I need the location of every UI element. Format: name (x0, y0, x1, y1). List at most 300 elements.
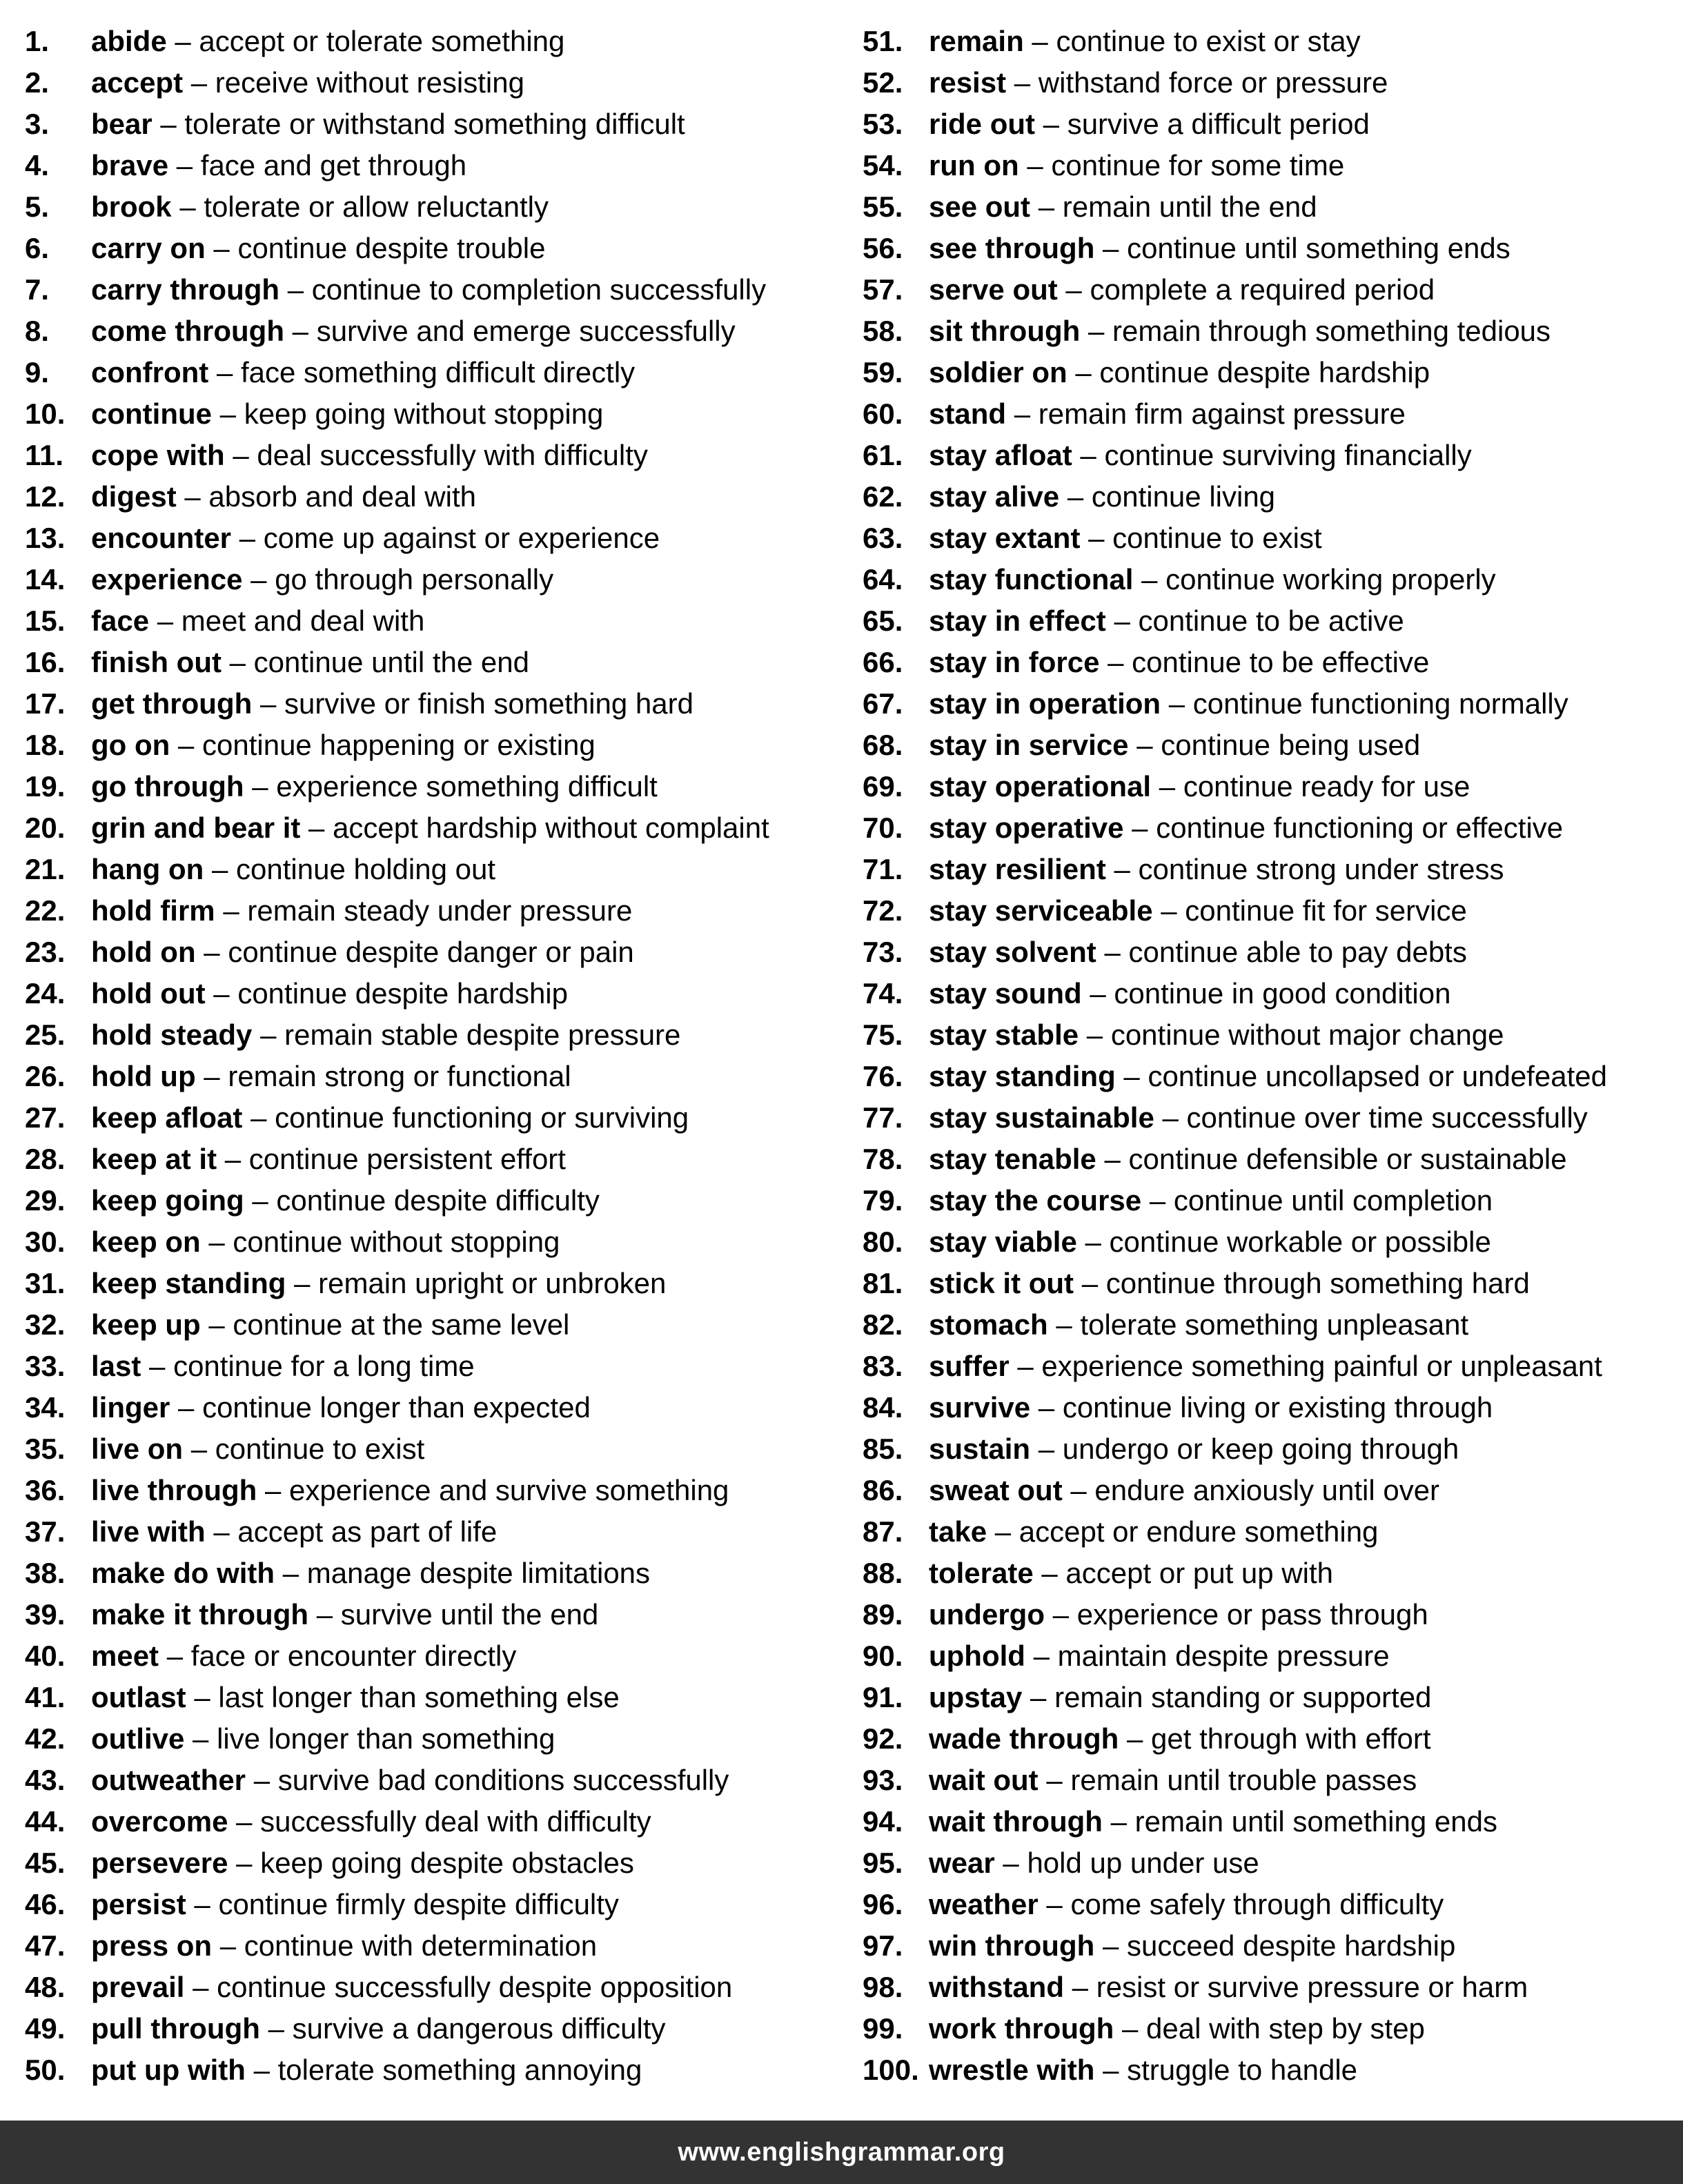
item-definition: keep going despite obstacles (260, 1847, 634, 1879)
item-text (91, 1925, 597, 1967)
item-definition: continue uncollapsed or undefeated (1148, 1060, 1607, 1092)
list-item (863, 683, 1677, 725)
list-item (25, 1139, 846, 1180)
item-text (91, 2008, 666, 2049)
item-word: wait through (929, 1805, 1103, 1838)
item-definition: endure anxiously until over (1094, 1474, 1440, 1506)
item-text (91, 973, 568, 1014)
item-word: finish out (91, 646, 222, 678)
item-text (91, 849, 495, 890)
item-separator: – (1104, 936, 1121, 968)
item-definition: continue happening or existing (202, 729, 596, 761)
item-text (91, 1387, 591, 1428)
item-text (929, 145, 1344, 186)
item-number: 32. (25, 1308, 66, 1341)
item-number: 37. (25, 1515, 66, 1548)
item-text (929, 890, 1467, 932)
item-definition: struggle to handle (1127, 2054, 1358, 2086)
item-definition: continue persistent effort (248, 1143, 566, 1175)
item-word: persist (91, 1888, 186, 1920)
item-definition: meet and deal with (181, 604, 425, 637)
item-text (91, 435, 648, 476)
item-definition: hold up under use (1027, 1847, 1259, 1879)
list-item (25, 725, 846, 766)
item-word: remain (929, 25, 1024, 57)
item-text (929, 559, 1496, 600)
item-separator: – (1081, 1267, 1099, 1299)
list-item (863, 642, 1677, 683)
item-word: persevere (91, 1847, 228, 1879)
list-item (25, 1014, 846, 1056)
item-definition: go through personally (275, 563, 554, 596)
item-text (929, 1014, 1504, 1056)
item-text (91, 1180, 600, 1221)
item-number: 20. (25, 811, 66, 844)
item-number: 96. (863, 1888, 903, 1920)
item-separator: – (1067, 480, 1084, 513)
list-item (25, 1097, 846, 1139)
item-definition: continue to completion successfully (311, 273, 767, 306)
item-text (929, 1263, 1530, 1304)
item-separator: – (211, 853, 228, 885)
item-separator: – (1027, 149, 1043, 181)
item-definition: tolerate something annoying (277, 2054, 642, 2086)
item-text (91, 21, 564, 62)
item-word: get through (91, 687, 253, 720)
item-definition: continue functioning or effective (1156, 811, 1564, 844)
item-number: 68. (863, 729, 903, 761)
item-word: keep on (91, 1226, 201, 1258)
item-number: 35. (25, 1433, 66, 1465)
item-definition: last longer than something else (218, 1681, 620, 1713)
item-number: 57. (863, 273, 903, 306)
item-word: stick it out (929, 1267, 1074, 1299)
item-definition: continue firmly despite difficulty (218, 1888, 619, 1920)
item-number: 88. (863, 1557, 903, 1589)
item-word: go on (91, 729, 170, 761)
item-number: 11. (25, 439, 64, 471)
item-separator: – (176, 149, 193, 181)
list-item (863, 518, 1677, 559)
item-text (929, 1760, 1417, 1801)
item-text (91, 1014, 680, 1056)
item-definition: continue to exist (215, 1433, 425, 1465)
item-definition: receive without resisting (215, 66, 524, 99)
item-definition: continue workable or possible (1109, 1226, 1491, 1258)
item-number: 91. (863, 1681, 903, 1713)
item-number: 66. (863, 646, 903, 678)
item-text (929, 600, 1404, 642)
list-item (25, 1842, 846, 1884)
item-text (91, 393, 603, 435)
item-definition: resist or survive pressure or harm (1096, 1971, 1528, 2003)
item-number: 22. (25, 894, 66, 927)
item-number: 62. (863, 480, 903, 513)
list-item (25, 2049, 846, 2091)
item-number: 25. (25, 1019, 66, 1051)
list-item (863, 1387, 1677, 1428)
list-item (25, 1553, 846, 1594)
item-word: stay operational (929, 770, 1152, 803)
item-separator: – (213, 977, 230, 1010)
item-text (91, 228, 545, 269)
item-number: 77. (863, 1101, 903, 1134)
item-text (91, 807, 769, 849)
item-text (91, 62, 524, 104)
list-item (863, 269, 1677, 311)
item-separator: – (223, 894, 239, 927)
list-item (25, 1967, 846, 2008)
item-definition: continue defensible or sustainable (1128, 1143, 1567, 1175)
item-number: 53. (863, 108, 903, 140)
item-word: press on (91, 1929, 213, 1962)
item-definition: continue strong under stress (1138, 853, 1504, 885)
item-definition: survive bad conditions successfully (277, 1764, 729, 1796)
item-separator: – (1114, 604, 1130, 637)
item-text (91, 1801, 651, 1842)
item-text (929, 1884, 1444, 1925)
item-number: 6. (25, 232, 50, 264)
item-number: 3. (25, 108, 50, 140)
item-separator: – (190, 66, 208, 99)
item-separator: – (149, 1350, 166, 1382)
word-list-right-column (863, 21, 1677, 2091)
item-separator: – (316, 1598, 333, 1631)
item-word: stay in effect (929, 604, 1106, 637)
item-separator: – (1038, 1433, 1055, 1465)
item-number: 49. (25, 2012, 66, 2045)
item-definition: accept or put up with (1065, 1557, 1333, 1589)
list-item (25, 518, 846, 559)
list-item (863, 186, 1677, 228)
item-separator: – (157, 604, 174, 637)
item-separator: – (252, 1184, 268, 1217)
item-number: 58. (863, 315, 903, 347)
item-word: stay viable (929, 1226, 1077, 1258)
item-separator: – (1121, 2012, 1139, 2045)
item-number: 56. (863, 232, 903, 264)
item-text (91, 1511, 497, 1553)
item-definition: remain steady under pressure (247, 894, 633, 927)
item-separator: – (250, 563, 267, 596)
item-definition: continue despite danger or pain (228, 936, 634, 968)
item-word: linger (91, 1391, 170, 1424)
item-separator: – (184, 480, 201, 513)
list-item (863, 1263, 1677, 1304)
item-word: make it through (91, 1598, 309, 1631)
item-number: 72. (863, 894, 903, 927)
item-definition: continue fit for service (1185, 894, 1467, 927)
item-word: work through (929, 2012, 1114, 2045)
item-text (929, 1139, 1567, 1180)
item-text (929, 1470, 1439, 1511)
item-word: continue (91, 397, 212, 430)
item-text (91, 1097, 689, 1139)
item-text (91, 1760, 729, 1801)
item-separator: – (213, 1515, 230, 1548)
list-item (25, 642, 846, 683)
item-number: 98. (863, 1971, 903, 2003)
item-separator: – (166, 1640, 184, 1672)
footer-bar (0, 2121, 1683, 2184)
list-item (25, 269, 846, 311)
list-item (25, 932, 846, 973)
item-text (929, 1635, 1390, 1677)
list-item (25, 393, 846, 435)
item-text (929, 1097, 1588, 1139)
list-item (863, 559, 1677, 600)
item-separator: – (175, 25, 191, 57)
item-number: 34. (25, 1391, 66, 1424)
item-separator: – (1003, 1847, 1019, 1879)
item-number: 61. (863, 439, 903, 471)
item-separator: – (236, 1805, 253, 1838)
item-text (929, 1718, 1431, 1760)
item-number: 28. (25, 1143, 66, 1175)
item-separator: – (1014, 397, 1031, 430)
item-definition: continue despite hardship (237, 977, 568, 1010)
item-separator: – (1080, 439, 1096, 471)
list-item (863, 104, 1677, 145)
item-definition: tolerate or withstand something difficult (184, 108, 685, 140)
item-word: come through (91, 315, 284, 347)
list-item (863, 725, 1677, 766)
list-item (25, 890, 846, 932)
item-number: 97. (863, 1929, 903, 1962)
item-definition: continue surviving financially (1104, 439, 1472, 471)
item-definition: continue to exist or stay (1056, 25, 1361, 57)
item-definition: come up against or experience (263, 522, 660, 554)
item-word: overcome (91, 1805, 228, 1838)
item-number: 43. (25, 1764, 66, 1796)
item-definition: continue living (1091, 480, 1276, 513)
item-word: hold firm (91, 894, 215, 927)
item-text (929, 1553, 1333, 1594)
item-number: 90. (863, 1640, 903, 1672)
item-separator: – (268, 2012, 284, 2045)
item-number: 83. (863, 1350, 903, 1382)
item-definition: continue able to pay debts (1128, 936, 1467, 968)
item-text (929, 932, 1467, 973)
item-text (929, 1842, 1259, 1884)
list-item (25, 104, 846, 145)
item-word: confront (91, 356, 209, 388)
item-number: 60. (863, 397, 903, 430)
item-text (929, 518, 1322, 559)
item-text (91, 642, 529, 683)
list-item (863, 1967, 1677, 2008)
item-word: hang on (91, 853, 204, 885)
item-definition: tolerate or allow reluctantly (204, 190, 549, 223)
item-word: uphold (929, 1640, 1025, 1672)
item-separator: – (239, 522, 256, 554)
item-definition: remain until trouble passes (1070, 1764, 1417, 1796)
item-separator: – (1032, 25, 1048, 57)
item-word: sweat out (929, 1474, 1063, 1506)
item-separator: – (1033, 1640, 1050, 1672)
list-item (863, 1511, 1677, 1553)
item-definition: withstand force or pressure (1038, 66, 1388, 99)
item-word: wait out (929, 1764, 1039, 1796)
list-item (863, 1553, 1677, 1594)
item-definition: accept or endure something (1018, 1515, 1379, 1548)
item-text (929, 1304, 1468, 1346)
item-definition: continue holding out (236, 853, 495, 885)
item-separator: – (1017, 1350, 1034, 1382)
item-separator: – (1103, 232, 1119, 264)
item-word: wade through (929, 1722, 1119, 1755)
item-word: see out (929, 190, 1031, 223)
item-word: hold on (91, 936, 196, 968)
item-word: stay sound (929, 977, 1082, 1010)
item-separator: – (250, 1101, 267, 1134)
item-definition: live longer than something (217, 1722, 555, 1755)
item-number: 27. (25, 1101, 66, 1134)
item-number: 9. (25, 356, 50, 388)
item-separator: – (1132, 811, 1148, 844)
item-word: pull through (91, 2012, 260, 2045)
item-definition: tolerate something unpleasant (1080, 1308, 1469, 1341)
item-definition: continue to be effective (1132, 646, 1430, 678)
list-item (863, 766, 1677, 807)
item-definition: survive until the end (340, 1598, 599, 1631)
list-item (863, 62, 1677, 104)
item-separator: – (213, 232, 230, 264)
item-word: stay operative (929, 811, 1124, 844)
list-item (863, 1346, 1677, 1387)
item-word: survive (929, 1391, 1031, 1424)
item-separator: – (287, 273, 304, 306)
list-item (25, 1180, 846, 1221)
item-text (91, 932, 634, 973)
item-number: 31. (25, 1267, 66, 1299)
item-number: 12. (25, 480, 66, 513)
list-item (863, 932, 1677, 973)
item-separator: – (294, 1267, 311, 1299)
item-separator: – (1070, 1474, 1087, 1506)
item-word: outlive (91, 1722, 185, 1755)
item-definition: survive and emerge successfully (316, 315, 736, 347)
item-number: 71. (863, 853, 903, 885)
item-number: 17. (25, 687, 66, 720)
item-text (91, 559, 553, 600)
item-number: 99. (863, 2012, 903, 2045)
item-text (91, 1221, 560, 1263)
item-word: live through (91, 1474, 257, 1506)
item-definition: accept hardship without complaint (333, 811, 769, 844)
item-number: 36. (25, 1474, 66, 1506)
list-item (863, 1801, 1677, 1842)
item-word: keep up (91, 1308, 201, 1341)
list-item (863, 1470, 1677, 1511)
item-definition: continue through something hard (1105, 1267, 1530, 1299)
item-text (91, 104, 685, 145)
item-definition: face something difficult directly (241, 356, 636, 388)
item-word: wrestle with (929, 2054, 1095, 2086)
item-text (929, 393, 1406, 435)
item-separator: – (233, 439, 249, 471)
item-definition: continue in good condition (1114, 977, 1451, 1010)
list-item (863, 1056, 1677, 1097)
item-word: carry on (91, 232, 206, 264)
item-text (929, 62, 1388, 104)
item-word: stay in service (929, 729, 1129, 761)
list-item (863, 807, 1677, 849)
item-number: 92. (863, 1722, 903, 1755)
item-text (929, 2008, 1425, 2049)
list-item (863, 145, 1677, 186)
list-item (863, 1925, 1677, 1967)
item-number: 30. (25, 1226, 66, 1258)
item-separator: – (1108, 646, 1124, 678)
item-definition: continue until completion (1173, 1184, 1493, 1217)
item-word: meet (91, 1640, 159, 1672)
item-separator: – (193, 1971, 209, 2003)
item-separator: – (253, 2054, 270, 2086)
item-separator: – (1056, 1308, 1072, 1341)
item-definition: continue despite hardship (1099, 356, 1430, 388)
item-number: 52. (863, 66, 903, 99)
item-number: 16. (25, 646, 66, 678)
item-separator: – (194, 1888, 210, 1920)
item-text (929, 228, 1510, 269)
list-item (25, 1635, 846, 1677)
list-item (863, 1014, 1677, 1056)
item-number: 40. (25, 1640, 66, 1672)
item-text (929, 1428, 1459, 1470)
item-word: live with (91, 1515, 206, 1548)
item-definition: successfully deal with difficulty (260, 1805, 651, 1838)
item-text (91, 890, 632, 932)
item-number: 75. (863, 1019, 903, 1051)
item-separator: – (1127, 1722, 1143, 1755)
item-text (91, 1967, 732, 2008)
item-text (929, 642, 1429, 683)
item-definition: continue longer than expected (202, 1391, 591, 1424)
item-text (929, 1925, 1455, 1967)
item-text (91, 1842, 634, 1884)
item-number: 18. (25, 729, 66, 761)
item-definition: remain stable despite pressure (284, 1019, 681, 1051)
list-item (25, 1925, 846, 1967)
item-word: run on (929, 149, 1019, 181)
list-item (863, 973, 1677, 1014)
item-text (91, 1304, 569, 1346)
item-definition: get through with effort (1151, 1722, 1431, 1755)
item-separator: – (219, 1929, 237, 1962)
item-separator: – (204, 936, 220, 968)
item-separator: – (224, 1143, 242, 1175)
list-item (863, 1677, 1677, 1718)
item-word: stay in operation (929, 687, 1161, 720)
item-separator: – (1103, 2054, 1119, 2086)
item-word: sit through (929, 315, 1081, 347)
item-word: prevail (91, 1971, 185, 2003)
item-definition: remain firm against pressure (1038, 397, 1406, 430)
item-definition: accept as part of life (237, 1515, 498, 1548)
item-text (91, 1139, 566, 1180)
item-number: 87. (863, 1515, 903, 1548)
list-item (25, 1884, 846, 1925)
item-word: cope with (91, 439, 225, 471)
list-item (25, 2008, 846, 2049)
item-definition: deal successfully with difficulty (257, 439, 648, 471)
item-text (91, 352, 635, 393)
item-word: grin and bear it (91, 811, 301, 844)
item-text (929, 1180, 1493, 1221)
item-word: carry through (91, 273, 280, 306)
item-word: sustain (929, 1433, 1031, 1465)
